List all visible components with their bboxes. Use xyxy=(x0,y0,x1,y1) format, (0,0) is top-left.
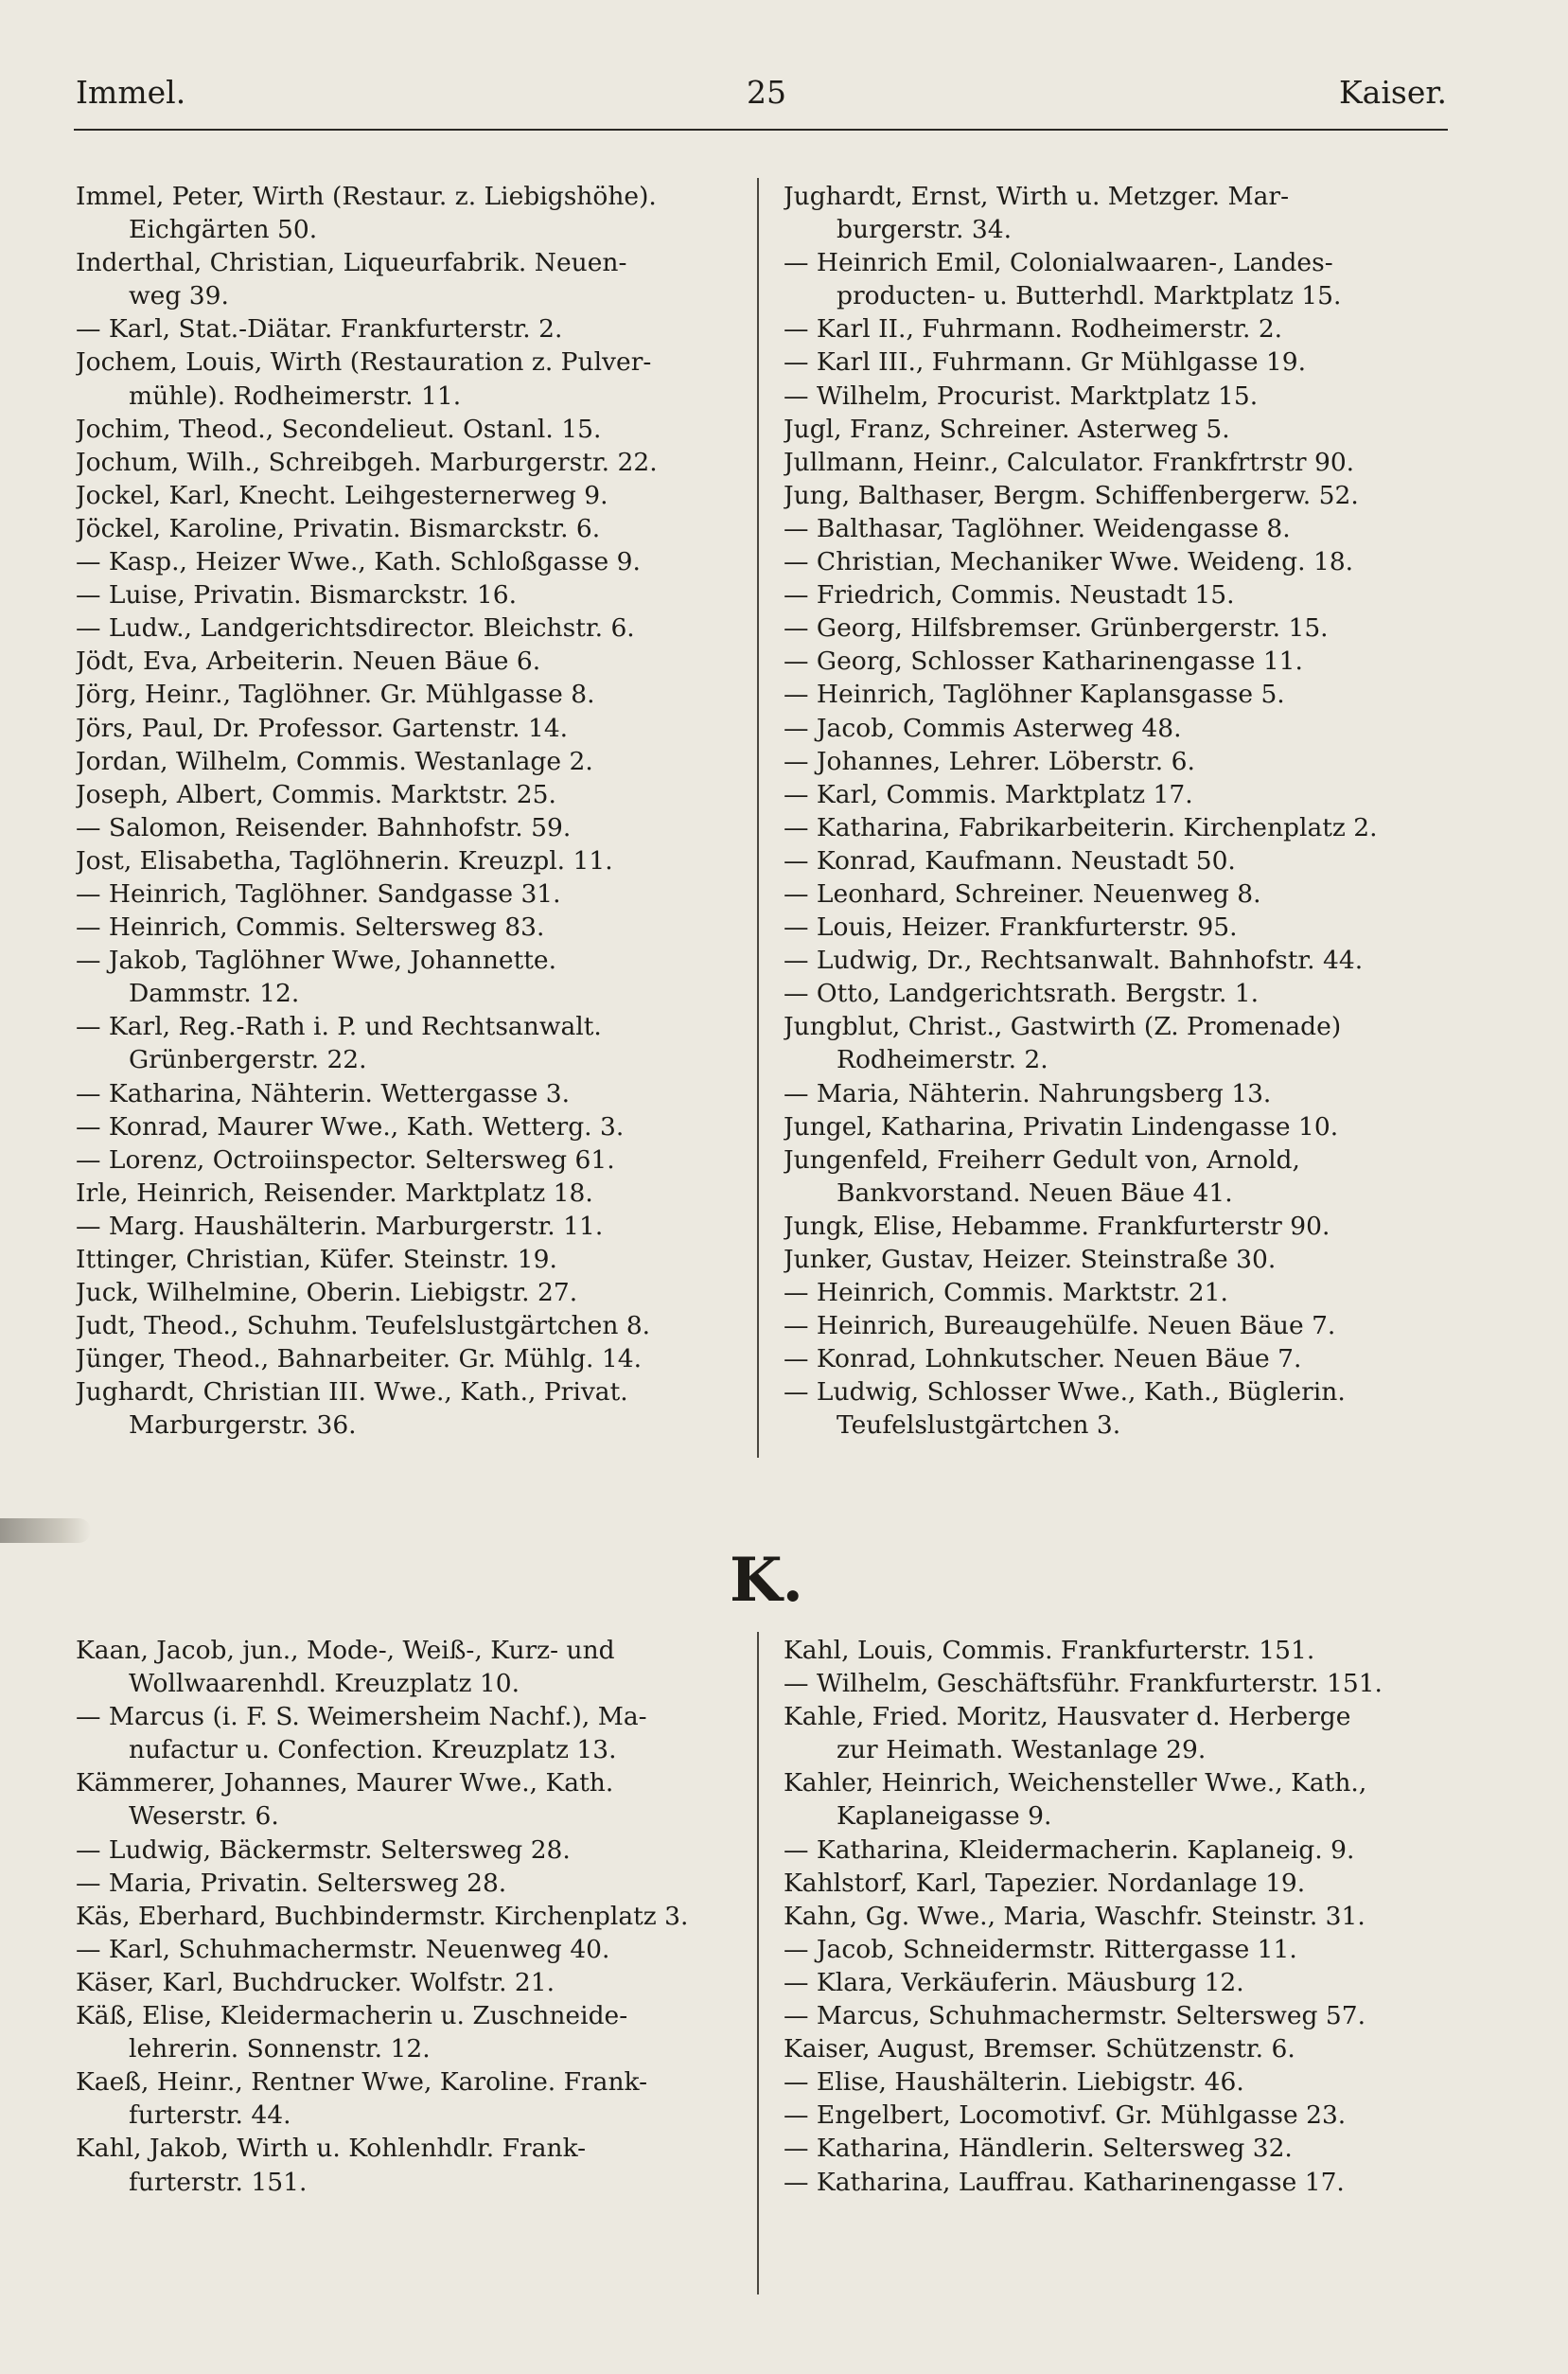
directory-entry-line: — Ludwig, Dr., Rechtsanwalt. Bahnhofstr. 44. xyxy=(784,946,1364,976)
directory-entry-line: — Klara, Verkäuferin. Mäusburg 12. xyxy=(784,1967,1244,1997)
directory-entry-line: Jungblut, Christ., Gastwirth (Z. Promenade) xyxy=(784,1012,1342,1042)
directory-entry-line: — Karl, Stat.-Diätar. Frankfurterstr. 2. xyxy=(76,314,563,345)
directory-entry-line: Kahlstorf, Karl, Tapezier. Nordanlage 19. xyxy=(784,1868,1306,1898)
directory-entry-line: — Johannes, Lehrer. Löberstr. 6. xyxy=(784,746,1195,776)
directory-entry-line: — Louis, Heizer. Frankfurterstr. 95. xyxy=(784,912,1238,943)
directory-entry-line: Kaiser, August, Bremser. Schützenstr. 6. xyxy=(784,2034,1295,2064)
directory-entry-line: furterstr. 44. xyxy=(129,2100,291,2131)
directory-entry-line: — Salomon, Reisender. Bahnhofstr. 59. xyxy=(76,812,572,842)
directory-entry-line: — Heinrich, Taglöhner Kaplansgasse 5. xyxy=(784,680,1285,710)
directory-entry-line: — Friedrich, Commis. Neustadt 15. xyxy=(784,580,1235,611)
directory-entry-line: — Karl II., Fuhrmann. Rodheimerstr. 2. xyxy=(784,314,1283,345)
directory-entry-line: — Heinrich, Commis. Seltersweg 83. xyxy=(76,912,545,943)
directory-entry-line: Jochem, Louis, Wirth (Restauration z. Pulver- xyxy=(76,347,652,378)
directory-entry-line: Rodheimerstr. 2. xyxy=(837,1045,1048,1075)
running-head-left: Immel. xyxy=(76,74,186,111)
directory-entry-line: Immel, Peter, Wirth (Restaur. z. Liebigshöhe). xyxy=(76,182,657,211)
directory-entry-line: — Katharina, Fabrikarbeiterin. Kirchenplatz 2. xyxy=(784,812,1378,842)
directory-entry-line: — Marcus (i. F. S. Weimersheim Nachf.), Ma- xyxy=(76,1702,647,1732)
header-rule xyxy=(74,129,1448,131)
directory-entry-line: — Ludw., Landgerichtsdirector. Bleichstr. 6. xyxy=(76,613,635,644)
running-head-right: Kaiser. xyxy=(1339,74,1447,111)
directory-entry-line: Grünbergerstr. 22. xyxy=(129,1045,367,1075)
directory-entry-line: Inderthal, Christian, Liqueurfabrik. Neuen- xyxy=(76,248,627,278)
directory-entry-line: Jungenfeld, Freiherr Gedult von, Arnold, xyxy=(784,1144,1300,1175)
directory-entry-line: Jörg, Heinr., Taglöhner. Gr. Mühlgasse 8. xyxy=(76,680,595,710)
directory-entry-line: Jungk, Elise, Hebamme. Frankfurterstr 90. xyxy=(784,1211,1330,1241)
directory-entry-line: Judt, Theod., Schuhm. Teufelslustgärtchen 8. xyxy=(76,1311,651,1341)
directory-entry-line: Jung, Balthaser, Bergm. Schiffenbergerw. 52. xyxy=(784,480,1359,510)
directory-entry-line: — Karl III., Fuhrmann. Gr Mühlgasse 19. xyxy=(784,347,1307,378)
directory-entry-line: — Heinrich Emil, Colonialwaaren-, Landes- xyxy=(784,248,1333,278)
directory-entry-line: — Balthasar, Taglöhner. Weidengasse 8. xyxy=(784,513,1291,543)
directory-entry-line: — Jakob, Taglöhner Wwe, Johannette. xyxy=(76,946,557,976)
page-header xyxy=(0,74,1568,121)
directory-entry-line: Jordan, Wilhelm, Commis. Westanlage 2. xyxy=(76,746,593,776)
directory-entry-line: — Marcus, Schuhmachermstr. Seltersweg 57. xyxy=(784,2001,1366,2031)
directory-entry-line: lehrerin. Sonnenstr. 12. xyxy=(129,2034,431,2064)
directory-entry-line: — Konrad, Maurer Wwe., Kath. Wetterg. 3. xyxy=(76,1111,625,1142)
directory-entry-line: burgerstr. 34. xyxy=(837,215,1013,245)
directory-entry-line: — Maria, Nähterin. Nahrungsberg 13. xyxy=(784,1078,1272,1108)
directory-entry-line: — Katharina, Nähterin. Wettergasse 3. xyxy=(76,1078,571,1108)
directory-entry-line: Jochim, Theod., Secondelieut. Ostanl. 15. xyxy=(76,414,602,444)
directory-entry-line: Eichgärten 50. xyxy=(129,215,318,245)
directory-entry-line: Jöckel, Karoline, Privatin. Bismarckstr. 6. xyxy=(76,513,601,543)
directory-entry-line: — Karl, Commis. Marktplatz 17. xyxy=(784,779,1193,809)
directory-entry-line: — Georg, Hilfsbremser. Grünbergerstr. 15. xyxy=(784,613,1329,644)
directory-entry-line: — Konrad, Lohnkutscher. Neuen Bäue 7. xyxy=(784,1344,1302,1374)
column-divider-bottom xyxy=(757,1632,759,2294)
directory-entry-line: — Heinrich, Commis. Marktstr. 21. xyxy=(784,1278,1228,1308)
directory-entry-line: — Karl, Schuhmachermstr. Neuenweg 40. xyxy=(76,1934,610,1964)
directory-entry-line: Jost, Elisabetha, Taglöhnerin. Kreuzpl. 11. xyxy=(76,845,613,876)
directory-entry-line: Jockel, Karl, Knecht. Leihgesternerweg 9. xyxy=(76,480,608,510)
directory-entry-line: — Wilhelm, Procurist. Marktplatz 15. xyxy=(784,381,1259,411)
directory-entry-line: — Lorenz, Octroiinspector. Seltersweg 61. xyxy=(76,1144,615,1175)
directory-entry-line: Kämmerer, Johannes, Maurer Wwe., Kath. xyxy=(76,1768,614,1798)
directory-entry-line: — Katharina, Lauffrau. Katharinengasse 17. xyxy=(784,2167,1345,2197)
directory-entry-line: — Konrad, Kaufmann. Neustadt 50. xyxy=(784,845,1236,876)
column-right-bottom xyxy=(784,1634,1446,2199)
directory-entry-line: Dammstr. 12. xyxy=(129,979,300,1009)
directory-entry-line: Kahn, Gg. Wwe., Maria, Waschfr. Steinstr. 31. xyxy=(784,1901,1365,1931)
ink-smudge xyxy=(0,1518,91,1543)
directory-entry-line: weg 39. xyxy=(129,281,229,311)
directory-entry-line: — Elise, Haushälterin. Liebigstr. 46. xyxy=(784,2067,1244,2098)
directory-entry-line: — Jacob, Schneidermstr. Rittergasse 11. xyxy=(784,1934,1297,1964)
directory-entry-line: Teufelslustgärtchen 3. xyxy=(837,1410,1121,1441)
directory-entry-line: — Marg. Haushälterin. Marburgerstr. 11. xyxy=(76,1211,604,1241)
column-left-top xyxy=(76,180,738,1443)
directory-entry-line: — Katharina, Kleidermacherin. Kaplaneig. 9. xyxy=(784,1834,1355,1865)
directory-entry-line: Jughardt, Ernst, Wirth u. Metzger. Mar- xyxy=(784,182,1290,211)
section-letter: K. xyxy=(730,1545,803,1616)
directory-entry-line: Kahle, Fried. Moritz, Hausvater d. Herberge xyxy=(784,1702,1351,1732)
directory-entry-line: — Otto, Landgerichtsrath. Bergstr. 1. xyxy=(784,979,1260,1009)
directory-entry-line: mühle). Rodheimerstr. 11. xyxy=(129,381,462,411)
directory-entry-line: — Christian, Mechaniker Wwe. Weideng. 18. xyxy=(784,547,1354,577)
directory-entry-line: — Ludwig, Schlosser Wwe., Kath., Büglerin. xyxy=(784,1377,1346,1408)
directory-entry-line: — Engelbert, Locomotivf. Gr. Mühlgasse 23. xyxy=(784,2100,1347,2131)
directory-entry-line: Kahl, Louis, Commis. Frankfurterstr. 151. xyxy=(784,1636,1315,1665)
directory-entry-line: Weserstr. 6. xyxy=(129,1801,279,1832)
directory-entry-line: Jullmann, Heinr., Calculator. Frankfrtrstr 90. xyxy=(784,447,1355,477)
directory-entry-line: Wollwaarenhdl. Kreuzplatz 10. xyxy=(129,1669,520,1699)
directory-entry-line: Kahler, Heinrich, Weichensteller Wwe., Kath., xyxy=(784,1768,1367,1798)
column-divider-top xyxy=(757,178,759,1458)
directory-entry-line: Jödt, Eva, Arbeiterin. Neuen Bäue 6. xyxy=(76,647,541,677)
directory-entry-line: — Wilhelm, Geschäftsführ. Frankfurterstr. 151. xyxy=(784,1669,1383,1699)
directory-entry-line: producten- u. Butterhdl. Marktplatz 15. xyxy=(837,281,1342,311)
directory-entry-line: Kaplaneigasse 9. xyxy=(837,1801,1052,1832)
directory-entry-line: Käs, Eberhard, Buchbindermstr. Kirchenplatz 3. xyxy=(76,1901,689,1931)
directory-entry-line: Jünger, Theod., Bahnarbeiter. Gr. Mühlg. 14. xyxy=(76,1344,643,1374)
directory-entry-line: — Heinrich, Bureaugehülfe. Neuen Bäue 7. xyxy=(784,1311,1336,1341)
page-number: 25 xyxy=(747,74,786,111)
directory-entry-line: Marburgerstr. 36. xyxy=(129,1410,357,1441)
directory-entry-line: zur Heimath. Westanlage 29. xyxy=(837,1735,1207,1765)
directory-entry-line: — Leonhard, Schreiner. Neuenweg 8. xyxy=(784,878,1261,909)
directory-entry-line: — Karl, Reg.-Rath i. P. und Rechtsanwalt. xyxy=(76,1012,602,1042)
directory-entry-line: Kaan, Jacob, jun., Mode-, Weiß-, Kurz- und xyxy=(76,1636,615,1665)
directory-entry-line: Käser, Karl, Buchdrucker. Wolfstr. 21. xyxy=(76,1967,555,1997)
directory-entry-line: — Ludwig, Bäckermstr. Seltersweg 28. xyxy=(76,1834,571,1865)
directory-entry-line: Juck, Wilhelmine, Oberin. Liebigstr. 27. xyxy=(76,1278,578,1308)
directory-entry-line: Kaeß, Heinr., Rentner Wwe, Karoline. Frank- xyxy=(76,2067,648,2098)
directory-entry-line: Jughardt, Christian III. Wwe., Kath., Privat. xyxy=(76,1377,628,1408)
directory-entry-line: — Georg, Schlosser Katharinengasse 11. xyxy=(784,647,1303,677)
directory-entry-line: furterstr. 151. xyxy=(129,2167,308,2197)
directory-entry-line: — Maria, Privatin. Seltersweg 28. xyxy=(76,1868,507,1898)
directory-entry-line: Jungel, Katharina, Privatin Lindengasse 10. xyxy=(784,1111,1339,1142)
directory-entry-line: — Katharina, Händlerin. Seltersweg 32. xyxy=(784,2134,1293,2164)
directory-entry-line: Ittinger, Christian, Küfer. Steinstr. 19. xyxy=(76,1245,557,1274)
directory-entry-line: nufactur u. Confection. Kreuzplatz 13. xyxy=(129,1735,617,1765)
directory-entry-line: Bankvorstand. Neuen Bäue 41. xyxy=(837,1178,1233,1208)
directory-entry-line: Jochum, Wilh., Schreibgeh. Marburgerstr. 22. xyxy=(76,447,658,477)
directory-entry-line: Junker, Gustav, Heizer. Steinstraße 30. xyxy=(784,1245,1277,1274)
directory-entry-line: Irle, Heinrich, Reisender. Marktplatz 18. xyxy=(76,1178,593,1208)
directory-entry-line: Käß, Elise, Kleidermacherin u. Zuschneide- xyxy=(76,2001,628,2031)
directory-entry-line: — Kasp., Heizer Wwe., Kath. Schloßgasse 9. xyxy=(76,547,641,577)
column-left-bottom xyxy=(76,1634,738,2199)
directory-entry-line: — Luise, Privatin. Bismarckstr. 16. xyxy=(76,580,518,611)
directory-entry-line: Jörs, Paul, Dr. Professor. Gartenstr. 14. xyxy=(76,713,569,743)
column-right-top xyxy=(784,180,1446,1443)
directory-entry-line: — Heinrich, Taglöhner. Sandgasse 31. xyxy=(76,878,561,909)
directory-entry-line: Kahl, Jakob, Wirth u. Kohlenhdlr. Frank- xyxy=(76,2134,587,2164)
directory-entry-line: Joseph, Albert, Commis. Marktstr. 25. xyxy=(76,779,556,809)
directory-entry-line: Jugl, Franz, Schreiner. Asterweg 5. xyxy=(784,414,1230,444)
directory-entry-line: — Jacob, Commis Asterweg 48. xyxy=(784,713,1182,743)
